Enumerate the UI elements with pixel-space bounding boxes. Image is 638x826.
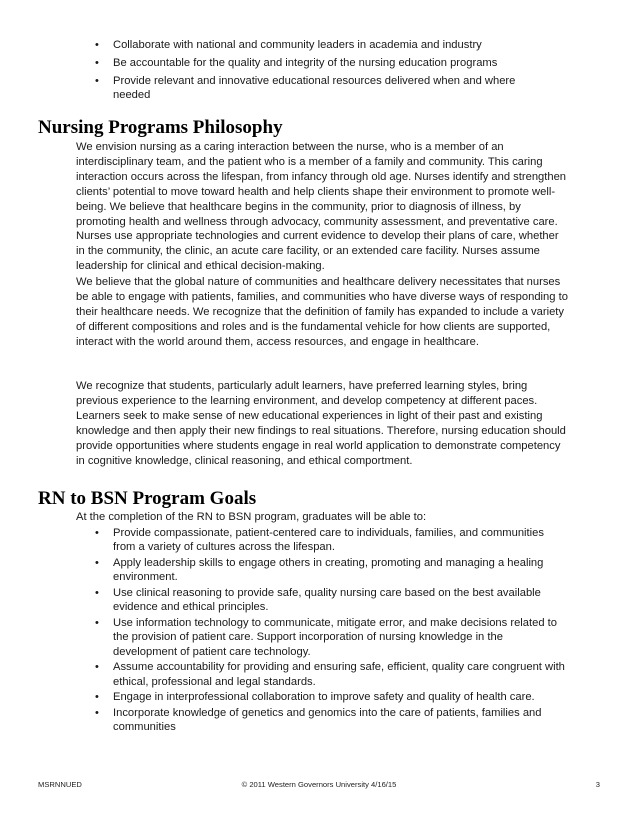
list-item: • Use clinical reasoning to provide safe, quality nursing care based on the best available evidence and ethical principles. [95, 587, 541, 614]
page-number: 3 [595, 780, 600, 789]
bullet-icon: • [95, 691, 99, 704]
philosophy-paragraph: We recognize that students, particularly adult learners, have preferred learning styles, bring previous experience to the learning environment, and develop competency at different paces. Learners seek to make sense of new educational experiences in light of their past and existing knowledge and then apply their new findings to real situations. Therefore, nursing education should provide opportunities where students engage in real world application to demonstrate competency in cognitive knowledge, clinical reasoning, and ethical comportment. [76, 380, 566, 467]
bullet-icon: • [95, 617, 99, 629]
list-item: • Provide relevant and innovative educational resources delivered when and where needed [95, 74, 516, 102]
philosophy-paragraph: We believe that the global nature of communities and healthcare delivery necessitates that nurses be able to engage with patients, families, and communities who have diverse ways of responding to their healthcare needs. We recognize that the definition of family has expanded to include a variety of different compositions and roles and is the fundamental vehicle for how clients are supported, interact with the world around them, access resources, and engage in healthcare. [76, 276, 568, 348]
bullet-icon: • [95, 56, 99, 69]
list-item: • Engage in interprofessional collaboration to improve safety and quality of health care. [95, 691, 535, 704]
bullet-icon: • [95, 74, 99, 87]
goals-intro: At the completion of the RN to BSN program, graduates will be able to: [76, 511, 427, 523]
footer-copyright: © 2011 Western Governors University 4/16/15 [241, 780, 397, 789]
top-bullet-list [95, 38, 553, 106]
bullet-icon: • [95, 587, 99, 599]
philosophy-paragraph: We envision nursing as a caring interaction between the nurse, who is a member of an interdisciplinary team, and the patient who is a member of a family and community. This caring interaction occurs across the lifespan, from infancy through old age. Nurses identify and strengthen clients’ potential to move toward health and help clients shape their environment to promote well-being. We believe that healthcare begins in the community, prior to diagnosis of illness, by promoting health and wellness through advocacy, community assessment, and preventative care. Nurses use appropriate technologies and current evidence to develop their plans of care, whether in the community, the clinic, an acute care facility, or an extended care facility. Nurses assume leadership for clinical and ethical decision-making. [76, 141, 567, 273]
bullet-icon: • [95, 707, 99, 719]
bullet-icon: • [95, 661, 99, 674]
list-item: • Provide compassionate, patient-centered care to individuals, families, and communities from a variety of cultures across the lifespan. [95, 527, 544, 554]
footer-document-code: MSRNNUED [38, 780, 82, 789]
list-item: • Apply leadership skills to engage others in creating, promoting and managing a healing environment. [95, 557, 544, 584]
bullet-icon: • [95, 527, 99, 539]
list-item: • Be accountable for the quality and integrity of the nursing education programs [95, 56, 498, 69]
list-item: • Use information technology to communicate, mitigate error, and make decisions related to the provision of patient care. Support incorporation of nursing knowledge in the development of patient care technology. [95, 617, 557, 658]
bullet-icon: • [95, 39, 99, 51]
page-footer [38, 779, 600, 791]
goals-list [95, 526, 568, 736]
list-item: • Incorporate knowledge of genetics and genomics into the care of patients, families and communities [95, 707, 542, 734]
philosophy-heading: Nursing Programs Philosophy [38, 117, 283, 138]
goals-heading: RN to BSN Program Goals [38, 488, 257, 509]
list-item: • Assume accountability for providing and ensuring safe, efficient, quality care congruent with ethical, professional and legal standards. [95, 661, 565, 688]
bullet-icon: • [95, 557, 99, 569]
list-item: • Collaborate with national and community leaders in academia and industry [95, 39, 482, 51]
